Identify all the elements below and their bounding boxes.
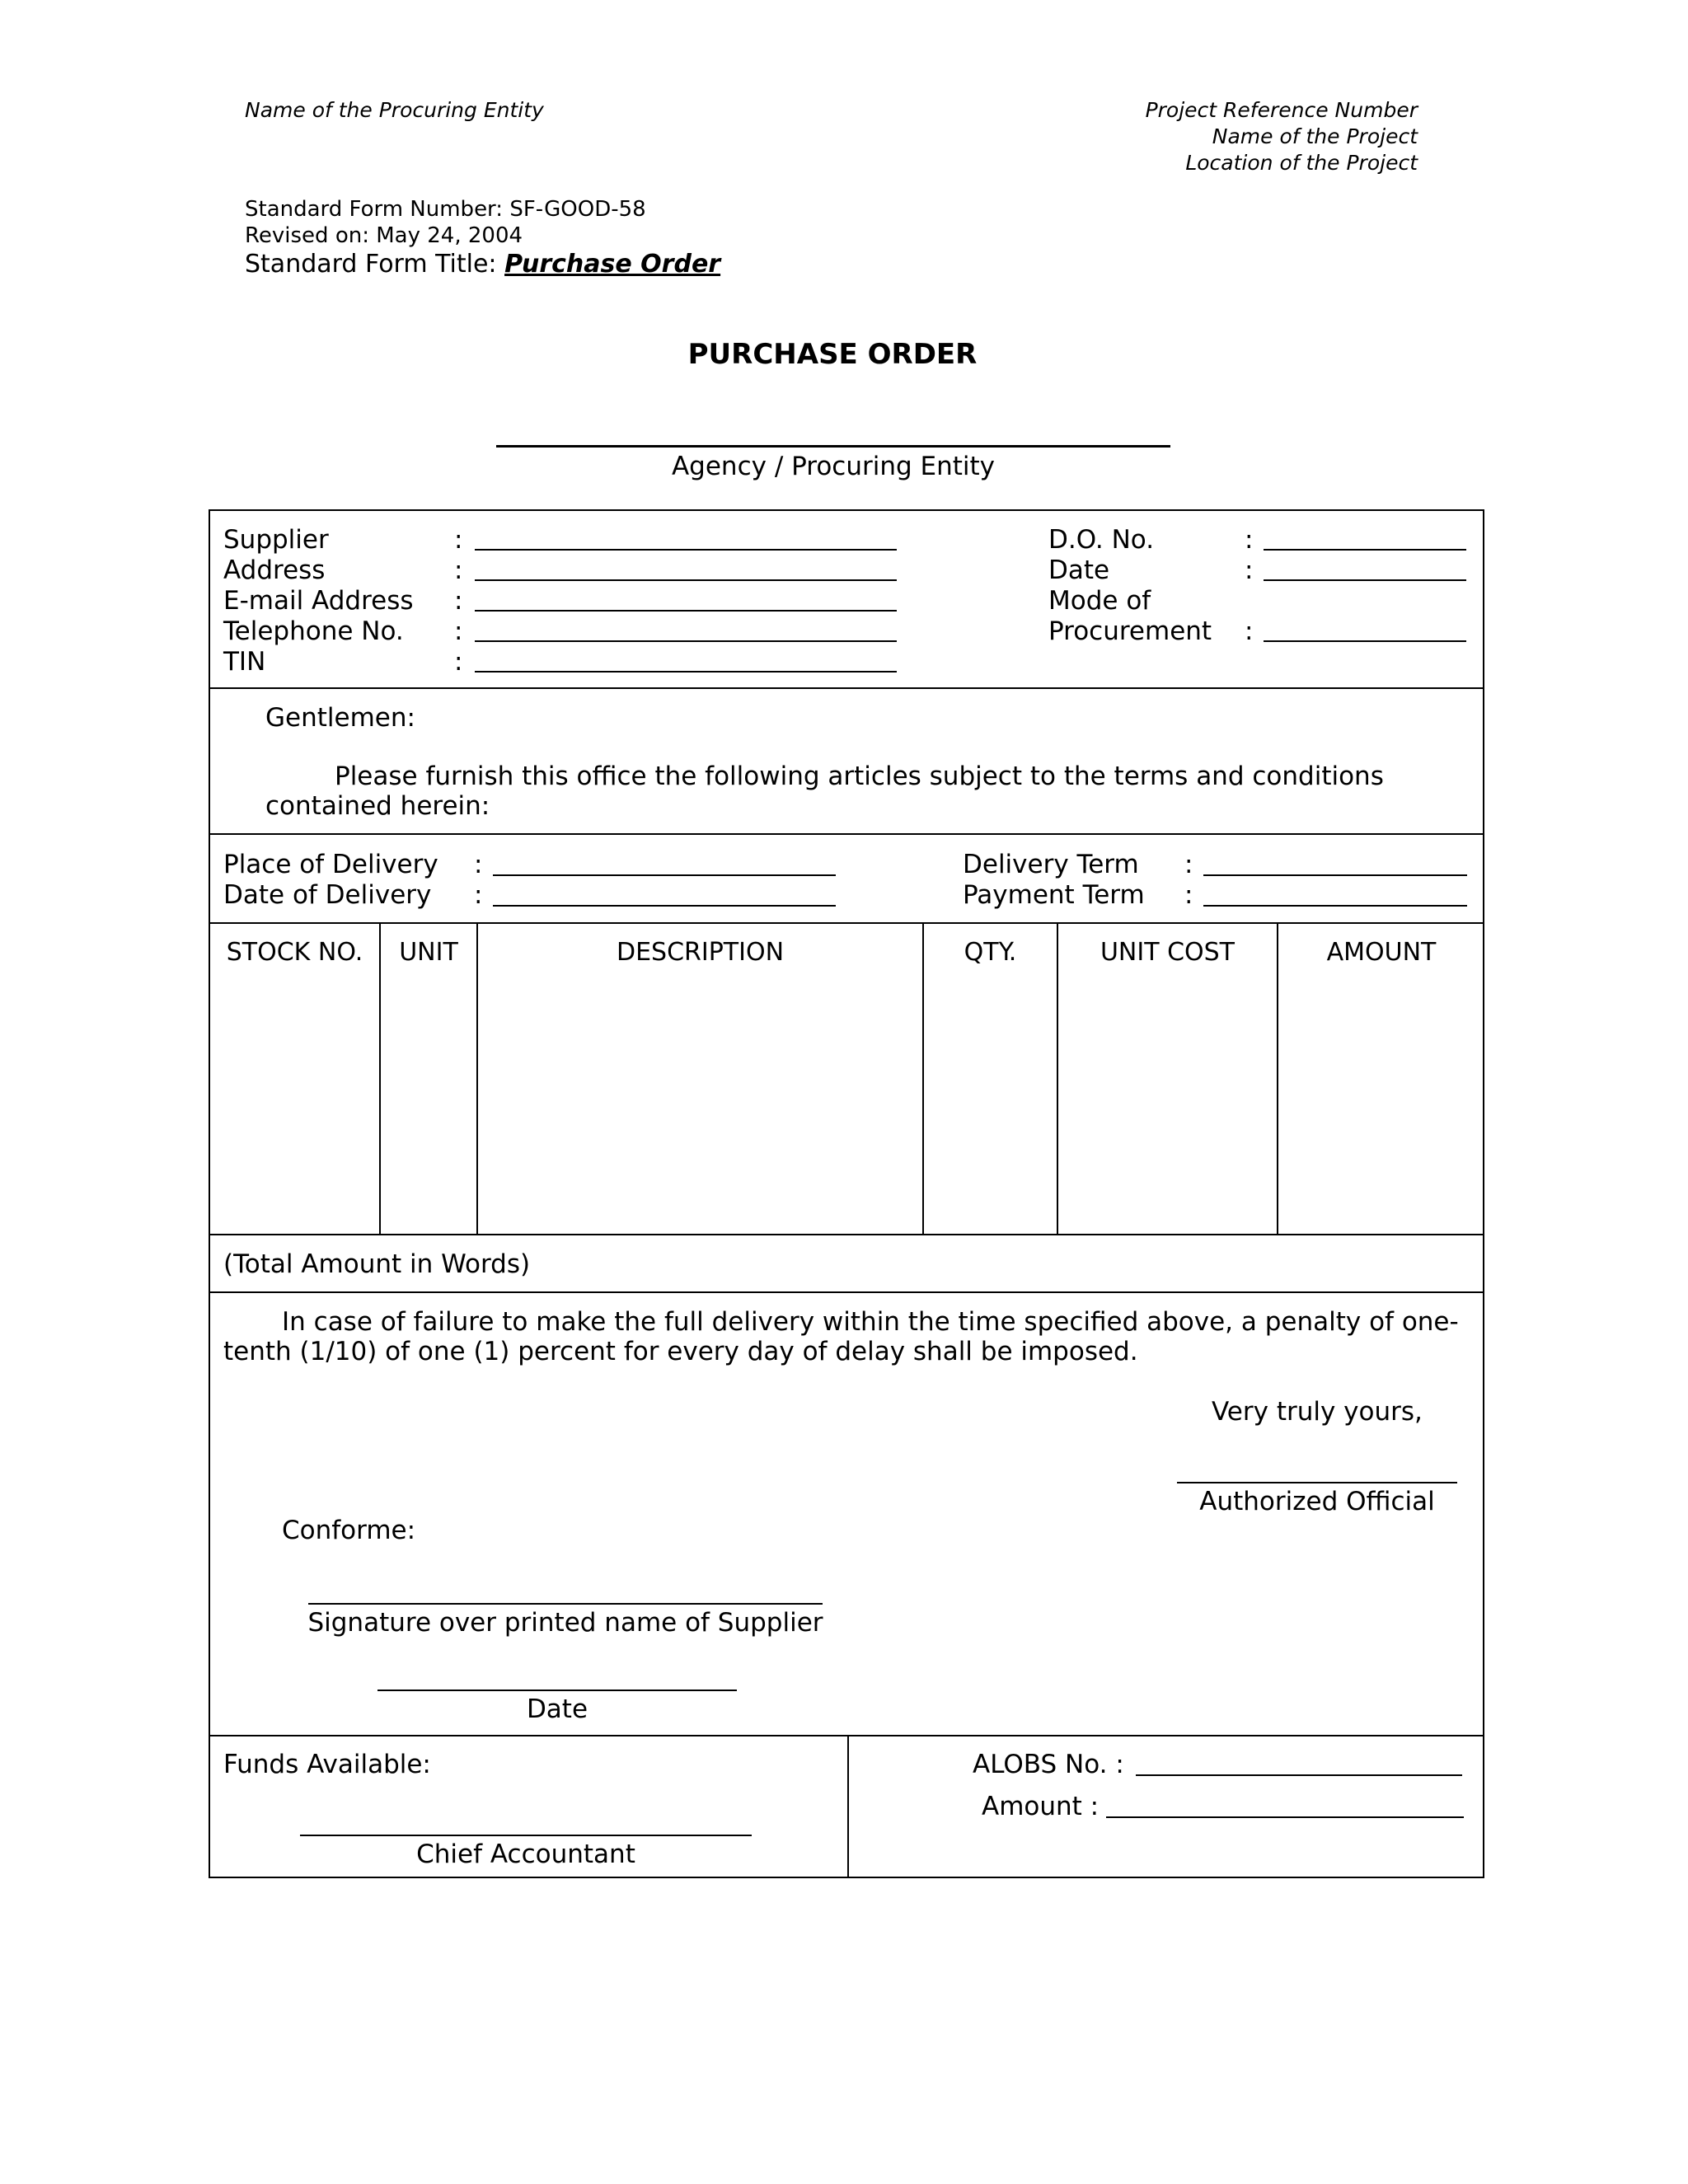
divider-after-supplier: [209, 687, 1484, 689]
col-header-unit-cost: UNIT COST: [1100, 938, 1236, 967]
order-colon-1: :: [1245, 525, 1254, 555]
label-supplier: Supplier: [223, 525, 329, 555]
colon: :: [1184, 880, 1193, 910]
form-title: [245, 249, 720, 280]
telephone-field-line[interactable]: [475, 640, 897, 642]
document-title: PURCHASE ORDER: [687, 338, 978, 371]
col-header-stock-no: STOCK NO.: [226, 938, 363, 967]
salutation-body-line1: Please furnish this office the following articles subject to the terms and conditions: [335, 762, 1384, 791]
divider-after-delivery: [209, 922, 1484, 924]
label-place-of-delivery: Place of Delivery: [223, 850, 438, 879]
divider-after-total: [209, 1291, 1484, 1293]
label-procurement: Procurement: [1048, 616, 1212, 646]
supplier-signature-line[interactable]: [308, 1603, 823, 1605]
label-date: Date: [1048, 555, 1110, 585]
project-location: Location of the Project: [1185, 151, 1418, 175]
form-number: Standard Form Number: SF-GOOD-58: [245, 197, 646, 222]
form-title-label: Standard Form Title:: [245, 250, 505, 279]
col-header-unit: UNIT: [399, 938, 458, 967]
tin-field-line[interactable]: [475, 671, 897, 673]
date-field-line[interactable]: [1264, 579, 1466, 581]
penalty-line2: tenth (1/10) of one (1) percent for every day of delay shall be imposed.: [223, 1337, 1138, 1366]
col-divider-5: [1277, 922, 1278, 1234]
total-amount-in-words: (Total Amount in Words): [223, 1249, 531, 1279]
supplier-colons: [454, 525, 462, 677]
col-divider-2: [476, 922, 478, 1234]
order-colon-2: :: [1245, 555, 1254, 585]
colon: :: [474, 880, 483, 910]
supplier-field-line[interactable]: [475, 549, 897, 551]
label-tin: TIN: [223, 647, 266, 677]
order-colon-3: :: [1245, 616, 1254, 646]
chief-accountant-caption: Chief Accountant: [416, 1840, 635, 1869]
label-delivery-term: Delivery Term: [963, 850, 1139, 879]
do-no-field-line[interactable]: [1264, 549, 1466, 551]
supplier-date-caption: Date: [526, 1694, 588, 1724]
authorized-official-caption: Authorized Official: [1199, 1487, 1435, 1516]
penalty-line1: In case of failure to make the full delivery within the time specified above, a penalty of one-: [282, 1307, 1459, 1337]
col-header-amount: AMOUNT: [1326, 938, 1437, 967]
col-divider-3: [922, 922, 924, 1234]
col-divider-4: [1057, 922, 1058, 1234]
payment-term-field-line[interactable]: [1203, 905, 1467, 907]
label-address: Address: [223, 555, 326, 585]
col-header-description: DESCRIPTION: [616, 938, 785, 967]
supplier-left-labels: [223, 525, 414, 677]
col-header-qty: QTY.: [964, 938, 1017, 967]
colon: :: [474, 850, 483, 879]
authorized-official-signature-line[interactable]: [1177, 1482, 1457, 1483]
delivery-term-field-line[interactable]: [1203, 874, 1467, 876]
procuring-entity-name: Name of the Procuring Entity: [245, 98, 544, 122]
place-of-delivery-field-line[interactable]: [493, 874, 836, 876]
divider-before-funds: [209, 1735, 1484, 1736]
form-title-value: Purchase Order: [504, 250, 721, 279]
agency-caption: Agency / Procuring Entity: [671, 452, 996, 481]
colon: :: [454, 616, 463, 646]
salutation-greeting: Gentlemen:: [265, 703, 415, 733]
revised-date: Revised on: May 24, 2004: [245, 223, 523, 248]
label-email: E-mail Address: [223, 586, 414, 616]
conforme-label: Conforme:: [282, 1516, 416, 1545]
col-divider-1: [379, 922, 381, 1234]
amount-label: Amount :: [982, 1792, 1100, 1821]
project-name: Name of the Project: [1212, 124, 1418, 148]
funds-available-label: Funds Available:: [223, 1750, 431, 1779]
colon: :: [1184, 850, 1193, 879]
supplier-signature-caption: Signature over printed name of Supplier: [307, 1608, 823, 1638]
label-payment-term: Payment Term: [963, 880, 1145, 910]
alobs-no-field-line[interactable]: [1136, 1774, 1462, 1776]
colon: :: [454, 586, 463, 616]
order-right-labels: [1048, 525, 1212, 647]
label-telephone: Telephone No.: [223, 616, 404, 646]
procurement-field-line[interactable]: [1264, 640, 1466, 642]
divider-after-items: [209, 1234, 1484, 1235]
colon: :: [454, 555, 463, 585]
email-field-line[interactable]: [475, 610, 897, 612]
address-field-line[interactable]: [475, 579, 897, 581]
label-date-of-delivery: Date of Delivery: [223, 880, 432, 910]
funds-divider: [847, 1735, 849, 1878]
project-reference-number: Project Reference Number: [1145, 98, 1418, 122]
divider-after-salutation: [209, 833, 1484, 835]
supplier-date-line[interactable]: [377, 1690, 737, 1691]
alobs-no-label: ALOBS No. :: [973, 1750, 1124, 1779]
label-do-no: D.O. No.: [1048, 525, 1155, 555]
colon: :: [454, 647, 463, 677]
label-mode-of: Mode of: [1048, 586, 1151, 616]
agency-signature-line: [496, 445, 1170, 448]
salutation-body-line2: contained herein:: [265, 791, 490, 821]
colon: :: [454, 525, 463, 555]
amount-field-line[interactable]: [1106, 1816, 1464, 1818]
date-of-delivery-field-line[interactable]: [493, 905, 836, 907]
chief-accountant-signature-line[interactable]: [300, 1835, 752, 1836]
closing-very-truly-yours: Very truly yours,: [1212, 1397, 1423, 1427]
